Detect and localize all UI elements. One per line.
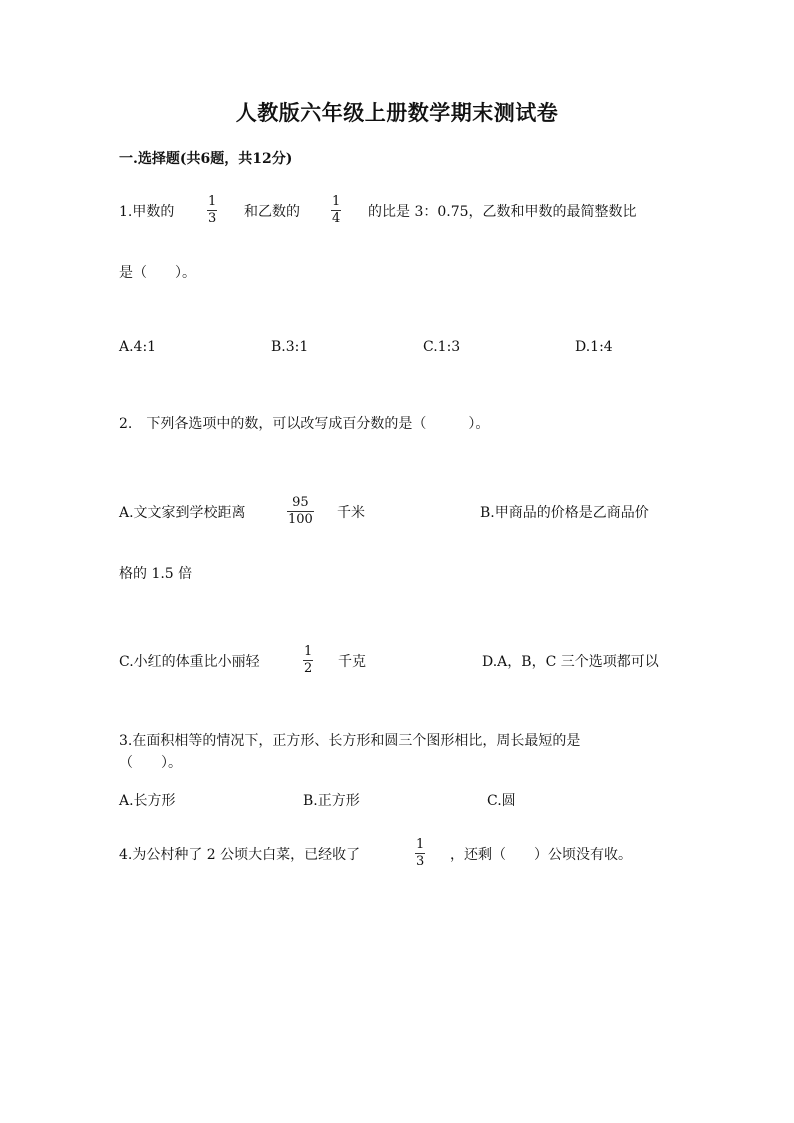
q2-option-c-text[interactable]: C.小红的体重比小丽轻 (119, 654, 260, 670)
q2-option-a-fraction (287, 496, 314, 527)
q1-option-b[interactable]: B.3:1 (271, 339, 309, 355)
fraction-denominator: 3 (416, 854, 425, 869)
q2-option-b-line1[interactable]: B.甲商品的价格是乙商品价 (480, 505, 649, 521)
q1-fraction-1-4 (331, 195, 341, 226)
q4-text-part2: ，还剩（ ）公顷没有收。 (450, 847, 632, 863)
q4-text-part1: 4.为公村种了 2 公顷大白菜，已经收了 (119, 847, 361, 863)
fraction-numerator: 1 (416, 837, 425, 852)
q1-option-d[interactable]: D.1:4 (575, 339, 613, 355)
fraction-denominator: 2 (304, 661, 313, 676)
fraction-numerator: 95 (292, 495, 309, 510)
fraction-denominator: 3 (208, 211, 217, 226)
q2-option-c-unit: 千克 (338, 654, 366, 670)
q2-option-a-unit: 千米 (337, 505, 365, 521)
fraction-denominator: 4 (332, 211, 341, 226)
q1-option-a[interactable]: A.4:1 (119, 339, 157, 355)
q2-option-d[interactable]: D.A，B，C 三个选项都可以 (482, 654, 659, 670)
section-heading: 一.选择题(共6题，共12分) (119, 151, 293, 167)
q1-text-part2: 和乙数的 (244, 204, 300, 220)
q3-option-b[interactable]: B.正方形 (303, 793, 360, 809)
q3-option-c[interactable]: C.圆 (487, 793, 516, 809)
q4-fraction-1-3 (415, 838, 425, 869)
q2-stem: 2. 下列各选项中的数，可以改写成百分数的是（ ）。 (119, 416, 490, 432)
fraction-numerator: 1 (332, 194, 341, 209)
q2-option-a-text[interactable]: A.文文家到学校距离 (119, 505, 246, 521)
q1-text-part3: 的比是 3：0.75，乙数和甲数的最简整数比 (368, 204, 637, 220)
q1-fraction-1-3 (207, 195, 217, 226)
q3-stem-line1: 3.在面积相等的情况下，正方形、长方形和圆三个图形相比，周长最短的是 (119, 733, 581, 749)
q1-text-line2: 是（ ）。 (119, 265, 196, 281)
q3-stem-line2: （ ）。 (119, 755, 182, 771)
q2-option-c-fraction (303, 645, 313, 676)
q2-option-b-line2: 格的 1.5 倍 (119, 566, 193, 582)
fraction-numerator: 1 (208, 194, 217, 209)
q1-option-c[interactable]: C.1:3 (423, 339, 461, 355)
fraction-numerator: 1 (304, 644, 313, 659)
q3-option-a[interactable]: A.长方形 (119, 793, 176, 809)
fraction-denominator: 100 (288, 512, 313, 527)
page-title: 人教版六年级上册数学期末测试卷 (235, 100, 559, 125)
q1-text-part1: 1.甲数的 (119, 204, 175, 220)
